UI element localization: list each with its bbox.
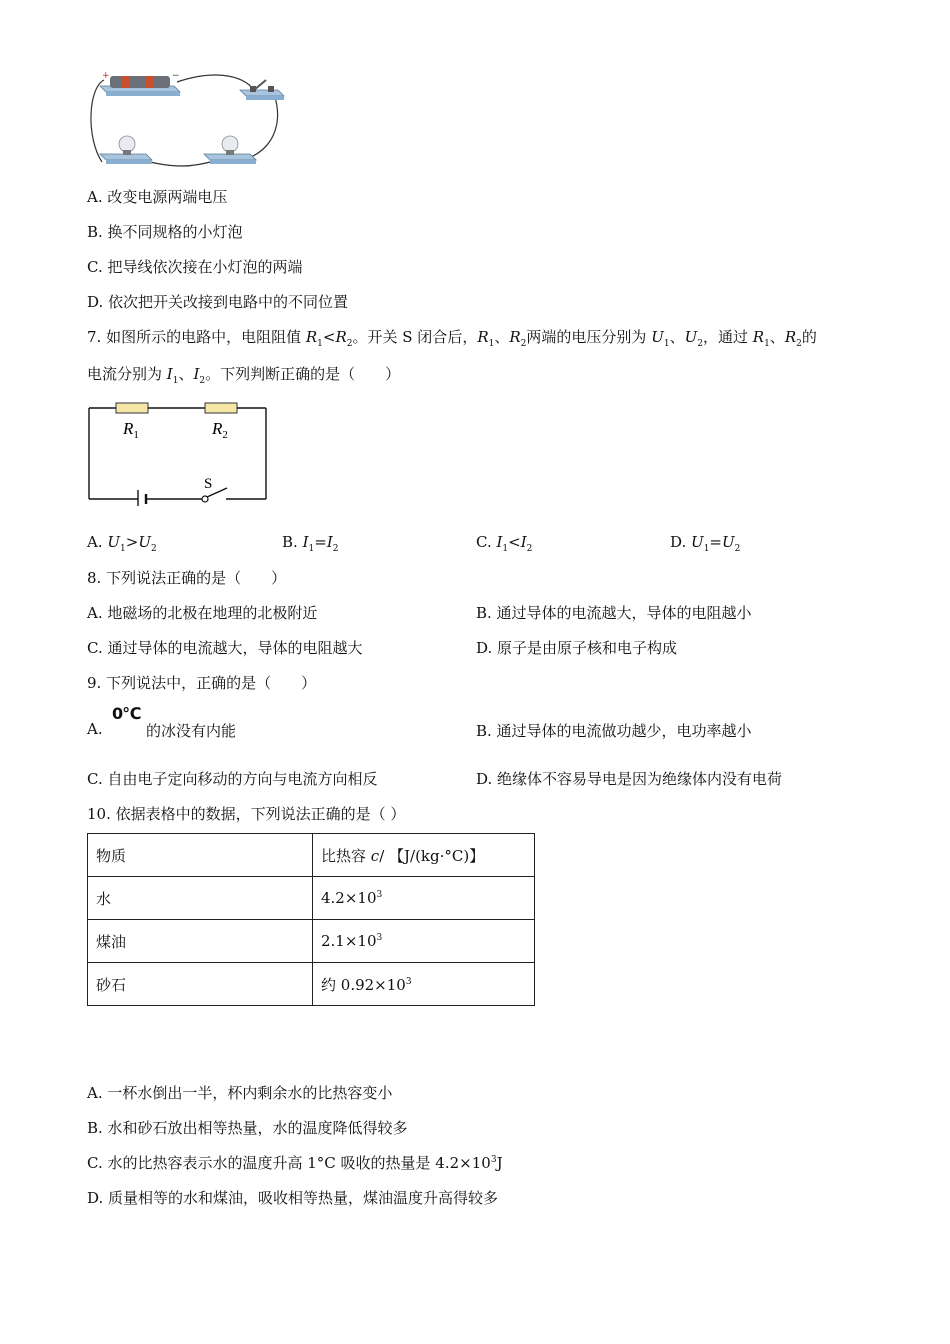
q7-stem-text: 、 <box>494 328 510 346</box>
q7-sub: 2 <box>796 339 802 349</box>
q7-sub: 2 <box>697 339 703 349</box>
q7-stem-text: 。下列判断正确的是（ ） <box>205 365 401 383</box>
q7-opt-text: D. <box>670 533 692 551</box>
q8-option-b: B. 通过导体的电流越大，导体的电阻越小 <box>476 604 752 622</box>
q9-option-c: C. 自由电子定向移动的方向与电流方向相反 <box>87 770 378 788</box>
q6-bulb2 <box>222 136 238 152</box>
q6-battery <box>110 76 170 88</box>
q6-wire <box>142 160 217 166</box>
q6-bulb1-base-front <box>106 160 152 164</box>
q6-battery-stripe <box>146 76 154 88</box>
q7-stem-text: < <box>322 328 336 346</box>
q7-stem-text: ，通过 <box>702 328 753 346</box>
q7-option-c <box>476 533 532 554</box>
q10-option-a: A. 一杯水倒出一半，杯内剩余水的比热容变小 <box>87 1084 393 1102</box>
q7-sub: 1 <box>172 376 179 386</box>
q7-var: R <box>752 328 765 346</box>
q8-option-a: A. 地磁场的北极在地理的北极附近 <box>87 604 318 622</box>
q7-var: R <box>784 328 797 346</box>
table-header-row <box>88 834 535 877</box>
q8-option-c: C. 通过导体的电流越大，导体的电阻越大 <box>87 639 363 657</box>
q7-var: U <box>722 533 735 551</box>
q7-var: R <box>509 328 521 346</box>
cell-exponent: 3 <box>376 933 383 943</box>
q7-sub: 2 <box>199 376 206 386</box>
q6-battery-stripe <box>122 76 130 88</box>
q6-switch-terminal <box>268 86 274 92</box>
cell-exponent: 3 <box>376 890 383 900</box>
q7-opt-text: B. <box>282 533 303 551</box>
q7-stem-text: 的 <box>801 328 817 346</box>
table-cell-substance: 砂石 <box>88 963 313 1006</box>
q10-stem: 10. 依据表格中的数据，下列说法正确的是（ ） <box>87 805 406 823</box>
table-cell-value <box>313 963 535 1006</box>
q10-option-b: B. 水和砂石放出相等热量，水的温度降低得较多 <box>87 1119 408 1137</box>
q6-bulb1 <box>119 136 135 152</box>
q6-option-a: A. 改变电源两端电压 <box>87 188 228 206</box>
q6-switch-base-front <box>246 96 284 100</box>
q7-opt-text: > <box>125 533 139 551</box>
q10-option-c-text: C. 水的比热容表示水的温度升高 1°C 吸收的热量是 4.2×10 <box>87 1154 491 1172</box>
q7-opt-text: = <box>314 533 327 551</box>
q7-opt-text: < <box>508 533 521 551</box>
table-row <box>88 920 535 963</box>
q8-option-d: D. 原子是由原子核和电子构成 <box>476 639 678 657</box>
q8-stem: 8. 下列说法正确的是（ ） <box>87 569 287 587</box>
table-row <box>88 877 535 920</box>
q7-sub: 2 <box>520 339 527 349</box>
q7-sub: 2 <box>346 339 353 349</box>
table-cell-value <box>313 920 535 963</box>
q6-battery-minus-label: − <box>172 71 180 81</box>
q7-option-b <box>282 533 338 554</box>
q6-wire <box>91 80 104 162</box>
q7-sub: 1 <box>663 339 670 349</box>
q9-option-a-formula: 0℃ <box>112 704 141 723</box>
q7-var: I <box>302 533 309 551</box>
q6-option-d: D. 依次把开关改接到电路中的不同位置 <box>87 293 349 311</box>
q6-option-b: B. 换不同规格的小灯泡 <box>87 223 243 241</box>
cell-value: 0.92×10 <box>340 975 406 994</box>
q7-stem-text: 电流分别为 <box>87 365 167 383</box>
q7-var: U <box>107 533 121 551</box>
table-cell-value <box>313 877 535 920</box>
table-row <box>88 963 535 1006</box>
q7-sub: 2 <box>332 544 339 554</box>
q7-stem-text: 、 <box>178 365 194 383</box>
q7-sub: 1 <box>308 544 315 554</box>
q7-sub: 1 <box>764 339 770 349</box>
q7-sub: 1 <box>120 544 126 554</box>
table-header-specific-heat <box>313 834 535 877</box>
q10-option-c-unit: J <box>496 1154 503 1172</box>
q6-option-c: C. 把导线依次接在小灯泡的两端 <box>87 258 303 276</box>
q7-var: I <box>520 533 527 551</box>
q7-var: I <box>193 365 200 383</box>
q7-resistor-r2 <box>205 403 237 413</box>
q7-var: I <box>326 533 333 551</box>
q7-var: U <box>684 328 698 346</box>
q7-sub: 1 <box>703 544 710 554</box>
q9-stem: 9. 下列说法中，正确的是（ ） <box>87 674 317 692</box>
q6-bulb2-socket <box>226 150 234 155</box>
q7-stem-line2 <box>87 363 400 386</box>
q7-sub: 1 <box>317 339 323 349</box>
q7-var: U <box>691 533 704 551</box>
q6-wire <box>177 75 254 90</box>
q7-stem-text: 、 <box>669 328 685 346</box>
q9-option-d: D. 绝缘体不容易导电是因为绝缘体内没有电荷 <box>476 770 783 788</box>
q6-bulb1-socket <box>123 150 131 155</box>
q7-opt-text: A. <box>87 533 108 551</box>
q6-bulb2-base-front <box>210 160 256 164</box>
q7-var: U <box>138 533 151 551</box>
table-header-substance: 物质 <box>88 834 313 877</box>
q6-wire <box>244 94 278 160</box>
q10-option-d: D. 质量相等的水和煤油，吸收相等热量，煤油温度升高得较多 <box>87 1189 499 1207</box>
q7-opt-text: = <box>709 533 722 551</box>
q7-stem-line1 <box>87 326 817 349</box>
q7-sub: 1 <box>488 339 495 349</box>
q6-switch-terminal <box>250 86 256 92</box>
q10-specific-heat-table <box>87 833 535 1006</box>
q7-var: R <box>335 328 347 346</box>
header-unit: / 【J/(kg·°C)】 <box>379 846 485 865</box>
q6-circuit-figure <box>82 68 292 176</box>
header-var: c <box>370 846 380 865</box>
q7-option-d <box>670 533 740 554</box>
q7-var: I <box>166 365 173 383</box>
cell-value: 4.2×10 <box>321 889 377 907</box>
q7-circuit-diagram <box>86 400 272 506</box>
q10-option-c-exponent: 3 <box>490 1155 497 1165</box>
q7-option-a <box>87 533 157 554</box>
q7-var: I <box>496 533 503 551</box>
q7-stem-text: 。开关 S 闭合后， <box>352 328 478 346</box>
q9-option-b: B. 通过导体的电流做功越少，电功率越小 <box>476 722 752 740</box>
q7-sub: 2 <box>734 544 741 554</box>
q10-option-c <box>87 1152 503 1173</box>
q6-switch-base <box>240 90 284 96</box>
table-cell-substance: 煤油 <box>88 920 313 963</box>
q7-sub: 1 <box>502 544 509 554</box>
q7-sub: 2 <box>151 544 157 554</box>
q7-stem-text: 两端的电压分别为 <box>526 328 652 346</box>
q6-battery-plus-label: + <box>102 71 110 81</box>
q9-option-a-text: 的冰没有内能 <box>146 722 237 740</box>
q7-var: U <box>651 328 664 346</box>
q6-battery-base-front <box>106 92 180 96</box>
q7-var: R <box>305 328 318 346</box>
q7-stem-text: 、 <box>769 328 785 346</box>
q7-label-r1: $R_1$ <box>123 419 139 441</box>
cell-value: 2.1×10 <box>321 932 377 950</box>
q7-label-r2: $R_2$ <box>212 419 228 441</box>
header-text: 比热容 <box>321 846 371 865</box>
q9-option-a-prefix: A. <box>87 720 103 738</box>
q7-opt-text: C. <box>476 533 497 551</box>
cell-exponent: 3 <box>405 976 412 987</box>
q7-sub: 2 <box>526 544 533 554</box>
q7-var: R <box>477 328 489 346</box>
q7-resistor-r1 <box>116 403 148 413</box>
table-cell-substance: 水 <box>88 877 313 920</box>
q7-stem-text: 7. 如图所示的电路中，电阻阻值 <box>87 328 306 346</box>
q7-label-switch: S <box>204 476 213 492</box>
cell-prefix: 约 <box>321 975 341 994</box>
